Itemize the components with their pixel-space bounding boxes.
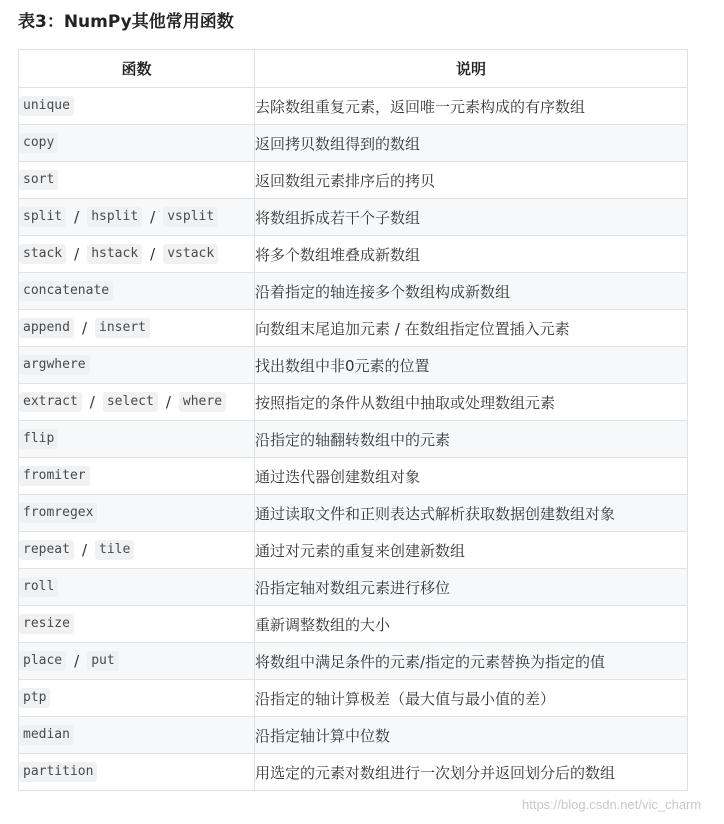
table-row bbox=[19, 458, 688, 495]
function-cell bbox=[19, 273, 255, 310]
function-cell bbox=[19, 347, 255, 384]
function-name: unique bbox=[19, 96, 74, 116]
table-row bbox=[19, 347, 688, 384]
function-name: argwhere bbox=[19, 355, 90, 375]
separator: / bbox=[81, 541, 88, 560]
function-cell bbox=[19, 310, 255, 347]
function-cell bbox=[19, 458, 255, 495]
function-name: put bbox=[87, 651, 118, 671]
function-name: place bbox=[19, 651, 66, 671]
function-cell bbox=[19, 125, 255, 162]
function-name: partition bbox=[19, 762, 97, 782]
header-description: 说明 bbox=[255, 50, 688, 88]
table-row bbox=[19, 236, 688, 273]
function-name: repeat bbox=[19, 540, 74, 560]
description-cell: 沿指定轴计算中位数 bbox=[255, 717, 688, 754]
description-cell: 通过读取文件和正则表达式解析获取数据创建数组对象 bbox=[255, 495, 688, 532]
function-name: ptp bbox=[19, 688, 50, 708]
description-cell: 按照指定的条件从数组中抽取或处理数组元素 bbox=[255, 384, 688, 421]
function-cell bbox=[19, 643, 255, 680]
function-name: stack bbox=[19, 244, 66, 264]
description-cell: 用选定的元素对数组进行一次划分并返回划分后的数组 bbox=[255, 754, 688, 791]
description-cell: 沿指定轴对数组元素进行移位 bbox=[255, 569, 688, 606]
separator: / bbox=[81, 319, 88, 338]
watermark: https://blog.csdn.net/vic_charm bbox=[522, 797, 702, 812]
function-name: median bbox=[19, 725, 74, 745]
function-cell bbox=[19, 88, 255, 125]
function-cell bbox=[19, 606, 255, 643]
function-name: flip bbox=[19, 429, 58, 449]
description-cell: 将数组拆成若干个子数组 bbox=[255, 199, 688, 236]
separator: / bbox=[89, 393, 95, 412]
description-cell: 返回数组元素排序后的拷贝 bbox=[255, 162, 688, 199]
table-row bbox=[19, 88, 688, 125]
function-cell bbox=[19, 236, 255, 273]
function-cell bbox=[19, 199, 255, 236]
separator: / bbox=[150, 208, 156, 227]
table-row bbox=[19, 606, 688, 643]
table-row bbox=[19, 532, 688, 569]
function-name: fromregex bbox=[19, 503, 97, 523]
table-row bbox=[19, 680, 688, 717]
description-cell: 通过迭代器创建数组对象 bbox=[255, 458, 688, 495]
function-cell bbox=[19, 717, 255, 754]
function-cell bbox=[19, 754, 255, 791]
function-name: sort bbox=[19, 170, 58, 190]
function-name: fromiter bbox=[19, 466, 90, 486]
separator: / bbox=[74, 208, 80, 227]
function-name: vstack bbox=[163, 244, 218, 264]
function-cell bbox=[19, 532, 255, 569]
function-name: copy bbox=[19, 133, 58, 153]
description-cell: 沿指定的轴翻转数组中的元素 bbox=[255, 421, 688, 458]
table-caption: 表3：NumPy其他常用函数 bbox=[18, 12, 234, 32]
function-cell bbox=[19, 680, 255, 717]
function-cell bbox=[19, 569, 255, 606]
function-name: vsplit bbox=[163, 207, 218, 227]
separator: / bbox=[74, 245, 80, 264]
description-cell: 向数组末尾追加元素 / 在数组指定位置插入元素 bbox=[255, 310, 688, 347]
separator: / bbox=[74, 652, 80, 671]
function-name: insert bbox=[95, 318, 150, 338]
description-cell: 返回拷贝数组得到的数组 bbox=[255, 125, 688, 162]
function-name: hsplit bbox=[87, 207, 142, 227]
table-row bbox=[19, 162, 688, 199]
separator: / bbox=[150, 245, 156, 264]
table-row bbox=[19, 125, 688, 162]
function-name: split bbox=[19, 207, 66, 227]
table-row bbox=[19, 754, 688, 791]
function-name: extract bbox=[19, 392, 82, 412]
function-cell bbox=[19, 162, 255, 199]
function-name: append bbox=[19, 318, 74, 338]
function-name: where bbox=[179, 392, 226, 412]
description-cell: 将数组中满足条件的元素/指定的元素替换为指定的值 bbox=[255, 643, 688, 680]
function-name: tile bbox=[95, 540, 134, 560]
function-name: roll bbox=[19, 577, 58, 597]
function-cell bbox=[19, 384, 255, 421]
description-cell: 沿着指定的轴连接多个数组构成新数组 bbox=[255, 273, 688, 310]
function-name: hstack bbox=[87, 244, 142, 264]
table-header-row bbox=[19, 50, 688, 88]
description-cell: 重新调整数组的大小 bbox=[255, 606, 688, 643]
function-name: concatenate bbox=[19, 281, 113, 301]
table-row bbox=[19, 273, 688, 310]
description-cell: 通过对元素的重复来创建新数组 bbox=[255, 532, 688, 569]
description-cell: 找出数组中非0元素的位置 bbox=[255, 347, 688, 384]
table-row bbox=[19, 421, 688, 458]
description-cell: 去除数组重复元素，返回唯一元素构成的有序数组 bbox=[255, 88, 688, 125]
table-row bbox=[19, 384, 688, 421]
table-body bbox=[19, 88, 688, 791]
table-row bbox=[19, 717, 688, 754]
description-cell: 沿指定的轴计算极差（最大值与最小值的差） bbox=[255, 680, 688, 717]
separator: / bbox=[165, 393, 171, 412]
function-name: resize bbox=[19, 614, 74, 634]
header-function: 函数 bbox=[19, 50, 255, 88]
description-cell: 将多个数组堆叠成新数组 bbox=[255, 236, 688, 273]
table-row bbox=[19, 569, 688, 606]
function-cell bbox=[19, 421, 255, 458]
function-name: select bbox=[103, 392, 158, 412]
numpy-functions-table bbox=[18, 49, 688, 791]
table-row bbox=[19, 643, 688, 680]
table-row bbox=[19, 199, 688, 236]
function-cell bbox=[19, 495, 255, 532]
table-row bbox=[19, 310, 688, 347]
table-row bbox=[19, 495, 688, 532]
